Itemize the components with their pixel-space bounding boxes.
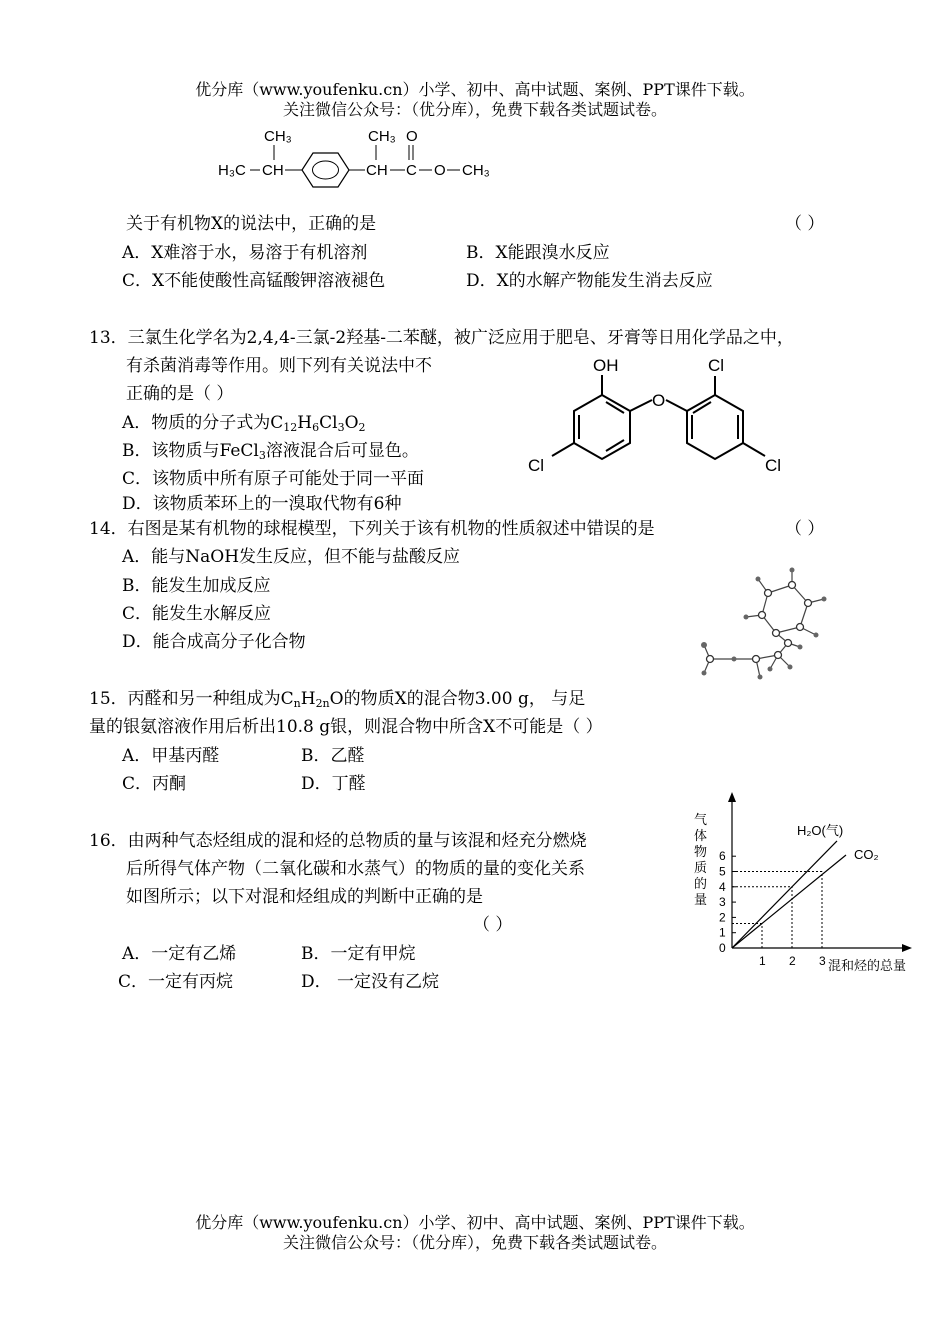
q15-option-a: A．甲基丙醛 <box>122 746 220 766</box>
chart-series-line <box>732 855 846 948</box>
chart-x-axis-label: 混和烃的总量 <box>828 958 907 973</box>
triclosan-oh: OH <box>593 356 619 375</box>
label-ch3-end: CH₃ <box>462 162 490 179</box>
footer-line-2: 关注微信公众号：（优分库），免费下载各类试题试卷。 <box>282 1233 667 1252</box>
chart-y-tick-label: 4 <box>719 879 726 894</box>
label-o-ester: O <box>434 162 446 179</box>
chart-y-tick-label: 0 <box>719 941 726 955</box>
q15-line-2: 量的银氨溶液作用后析出10.8 g银，则混合物中所含X不可能是（ ） <box>89 717 603 737</box>
label-ch-left: CH <box>262 162 284 179</box>
label-ch-right: CH <box>366 162 388 179</box>
q16-option-a: A．一定有乙烯 <box>122 944 237 964</box>
triclosan-structure-figure <box>520 350 800 480</box>
header-line-1: 优分库（www.youfenku.cn）小学、初中、高中试题、案例、PPT课件下载。 <box>195 80 755 99</box>
chart-series-label: H₂O(气) <box>797 822 844 838</box>
q12-paren: （ ） <box>785 214 825 234</box>
q12-option-b: B．X能跟溴水反应 <box>466 243 610 263</box>
chart-y-label-char: 质 <box>694 860 708 875</box>
q16-line-3: 如图所示；以下对混和烃组成的判断中正确的是 <box>126 887 483 907</box>
q16-option-d: D． 一定没有乙烷 <box>301 972 440 992</box>
q13-option-b: B．该物质与FeCl$_3$溶液混合后可显色。 <box>122 441 419 462</box>
q14-option-d: D．能合成高分子化合物 <box>122 632 306 652</box>
q13-line-1: 13．三氯生化学名为2,4,4-三氯-2羟基-二苯醚，被广泛应用于肥皂、牙膏等日用化学品之中， <box>89 328 794 348</box>
chart-y-tick-label: 5 <box>719 864 726 879</box>
q15-option-d: D．丁醛 <box>301 774 366 794</box>
chart-y-tick-label: 2 <box>719 910 726 925</box>
q13-option-d: D．该物质苯环上的一溴取代物有6种 <box>122 494 402 514</box>
q16-paren: （ ） <box>473 915 513 935</box>
chart-x-tick-label: 3 <box>819 954 826 968</box>
label-ch3-top-right: CH₃ <box>368 128 396 145</box>
chart-y-axis-label <box>694 812 707 907</box>
chart-x-tick-label: 2 <box>789 954 796 968</box>
q12-option-d: D．X的水解产物能发生消去反应 <box>466 271 713 291</box>
chart-y-tick-label: 3 <box>719 895 726 910</box>
triclosan-cl-top: Cl <box>708 356 725 375</box>
triclosan-cl-right: Cl <box>765 456 782 475</box>
label-ch3-top-left: CH₃ <box>264 128 292 145</box>
label-c: C <box>406 162 417 179</box>
ball-stick-model-figure <box>690 565 835 690</box>
q13-option-c: C．该物质中所有原子可能处于同一平面 <box>122 469 425 489</box>
q13-line-2: 有杀菌消毒等作用。则下列有关说法中不 <box>126 356 432 376</box>
q13-line-3: 正确的是（ ） <box>126 384 234 404</box>
q16-option-b: B．一定有甲烷 <box>301 944 416 964</box>
q14-option-a: A．能与NaOH发生反应，但不能与盐酸反应 <box>122 547 461 567</box>
q15-option-b: B．乙醛 <box>301 746 365 766</box>
q16-chart <box>690 790 930 985</box>
triclosan-cl-left: Cl <box>528 456 545 475</box>
q16-line-2: 后所得气体产物（二氧化碳和水蒸气）的物质的量的变化关系 <box>126 859 585 879</box>
q12-stem: 关于有机物X的说法中，正确的是 <box>126 214 377 234</box>
chart-series-line <box>732 841 837 948</box>
q14-option-c: C．能发生水解反应 <box>122 604 272 624</box>
q16-line-1: 16．由两种气态烃组成的混和烃的总物质的量与该混和烃充分燃烧 <box>89 831 587 851</box>
structure-x-figure <box>210 124 510 194</box>
q14-option-b: B．能发生加成反应 <box>122 576 271 596</box>
chart-x-arrow <box>902 944 912 952</box>
label-o-top: O <box>406 128 418 145</box>
q13-option-a: A．物质的分子式为$C_{12}H_6Cl_3O_2$ <box>122 413 366 434</box>
label-h3c: H₃C <box>218 162 246 179</box>
q16-option-c: C．一定有丙烷 <box>118 972 234 992</box>
chart-x-tick-label: 1 <box>759 954 766 968</box>
chart-y-tick-label: 1 <box>719 925 726 940</box>
chart-series-label: CO₂ <box>854 846 879 862</box>
chart-y-label-char: 体 <box>694 828 708 843</box>
chart-y-tick-label: 6 <box>719 849 726 864</box>
q15-option-c: C．丙酮 <box>122 774 187 794</box>
triclosan-o: O <box>652 391 666 410</box>
chart-y-label-char: 物 <box>694 844 708 859</box>
q12-option-c: C．X不能使酸性高锰酸钾溶液褪色 <box>122 271 386 291</box>
header-line-2: 关注微信公众号：（优分库），免费下载各类试题试卷。 <box>282 100 667 119</box>
chart-y-label-char: 的 <box>694 876 708 891</box>
q14-paren: （ ） <box>785 519 825 539</box>
footer-line-1: 优分库（www.youfenku.cn）小学、初中、高中试题、案例、PPT课件下载。 <box>195 1213 755 1232</box>
q14-stem: 14．右图是某有机物的球棍模型，下列关于该有机物的性质叙述中错误的是 <box>89 519 655 539</box>
q15-line-1: 15．丙醛和另一种组成为$C_nH_{2n}O$的物质X的混合物3.00 g， 与足 <box>89 689 586 710</box>
chart-y-label-char: 量 <box>694 892 708 907</box>
chart-y-arrow <box>728 792 736 802</box>
chart-y-label-char: 气 <box>694 812 708 827</box>
q12-option-a: A．X难溶于水，易溶于有机溶剂 <box>122 243 368 263</box>
